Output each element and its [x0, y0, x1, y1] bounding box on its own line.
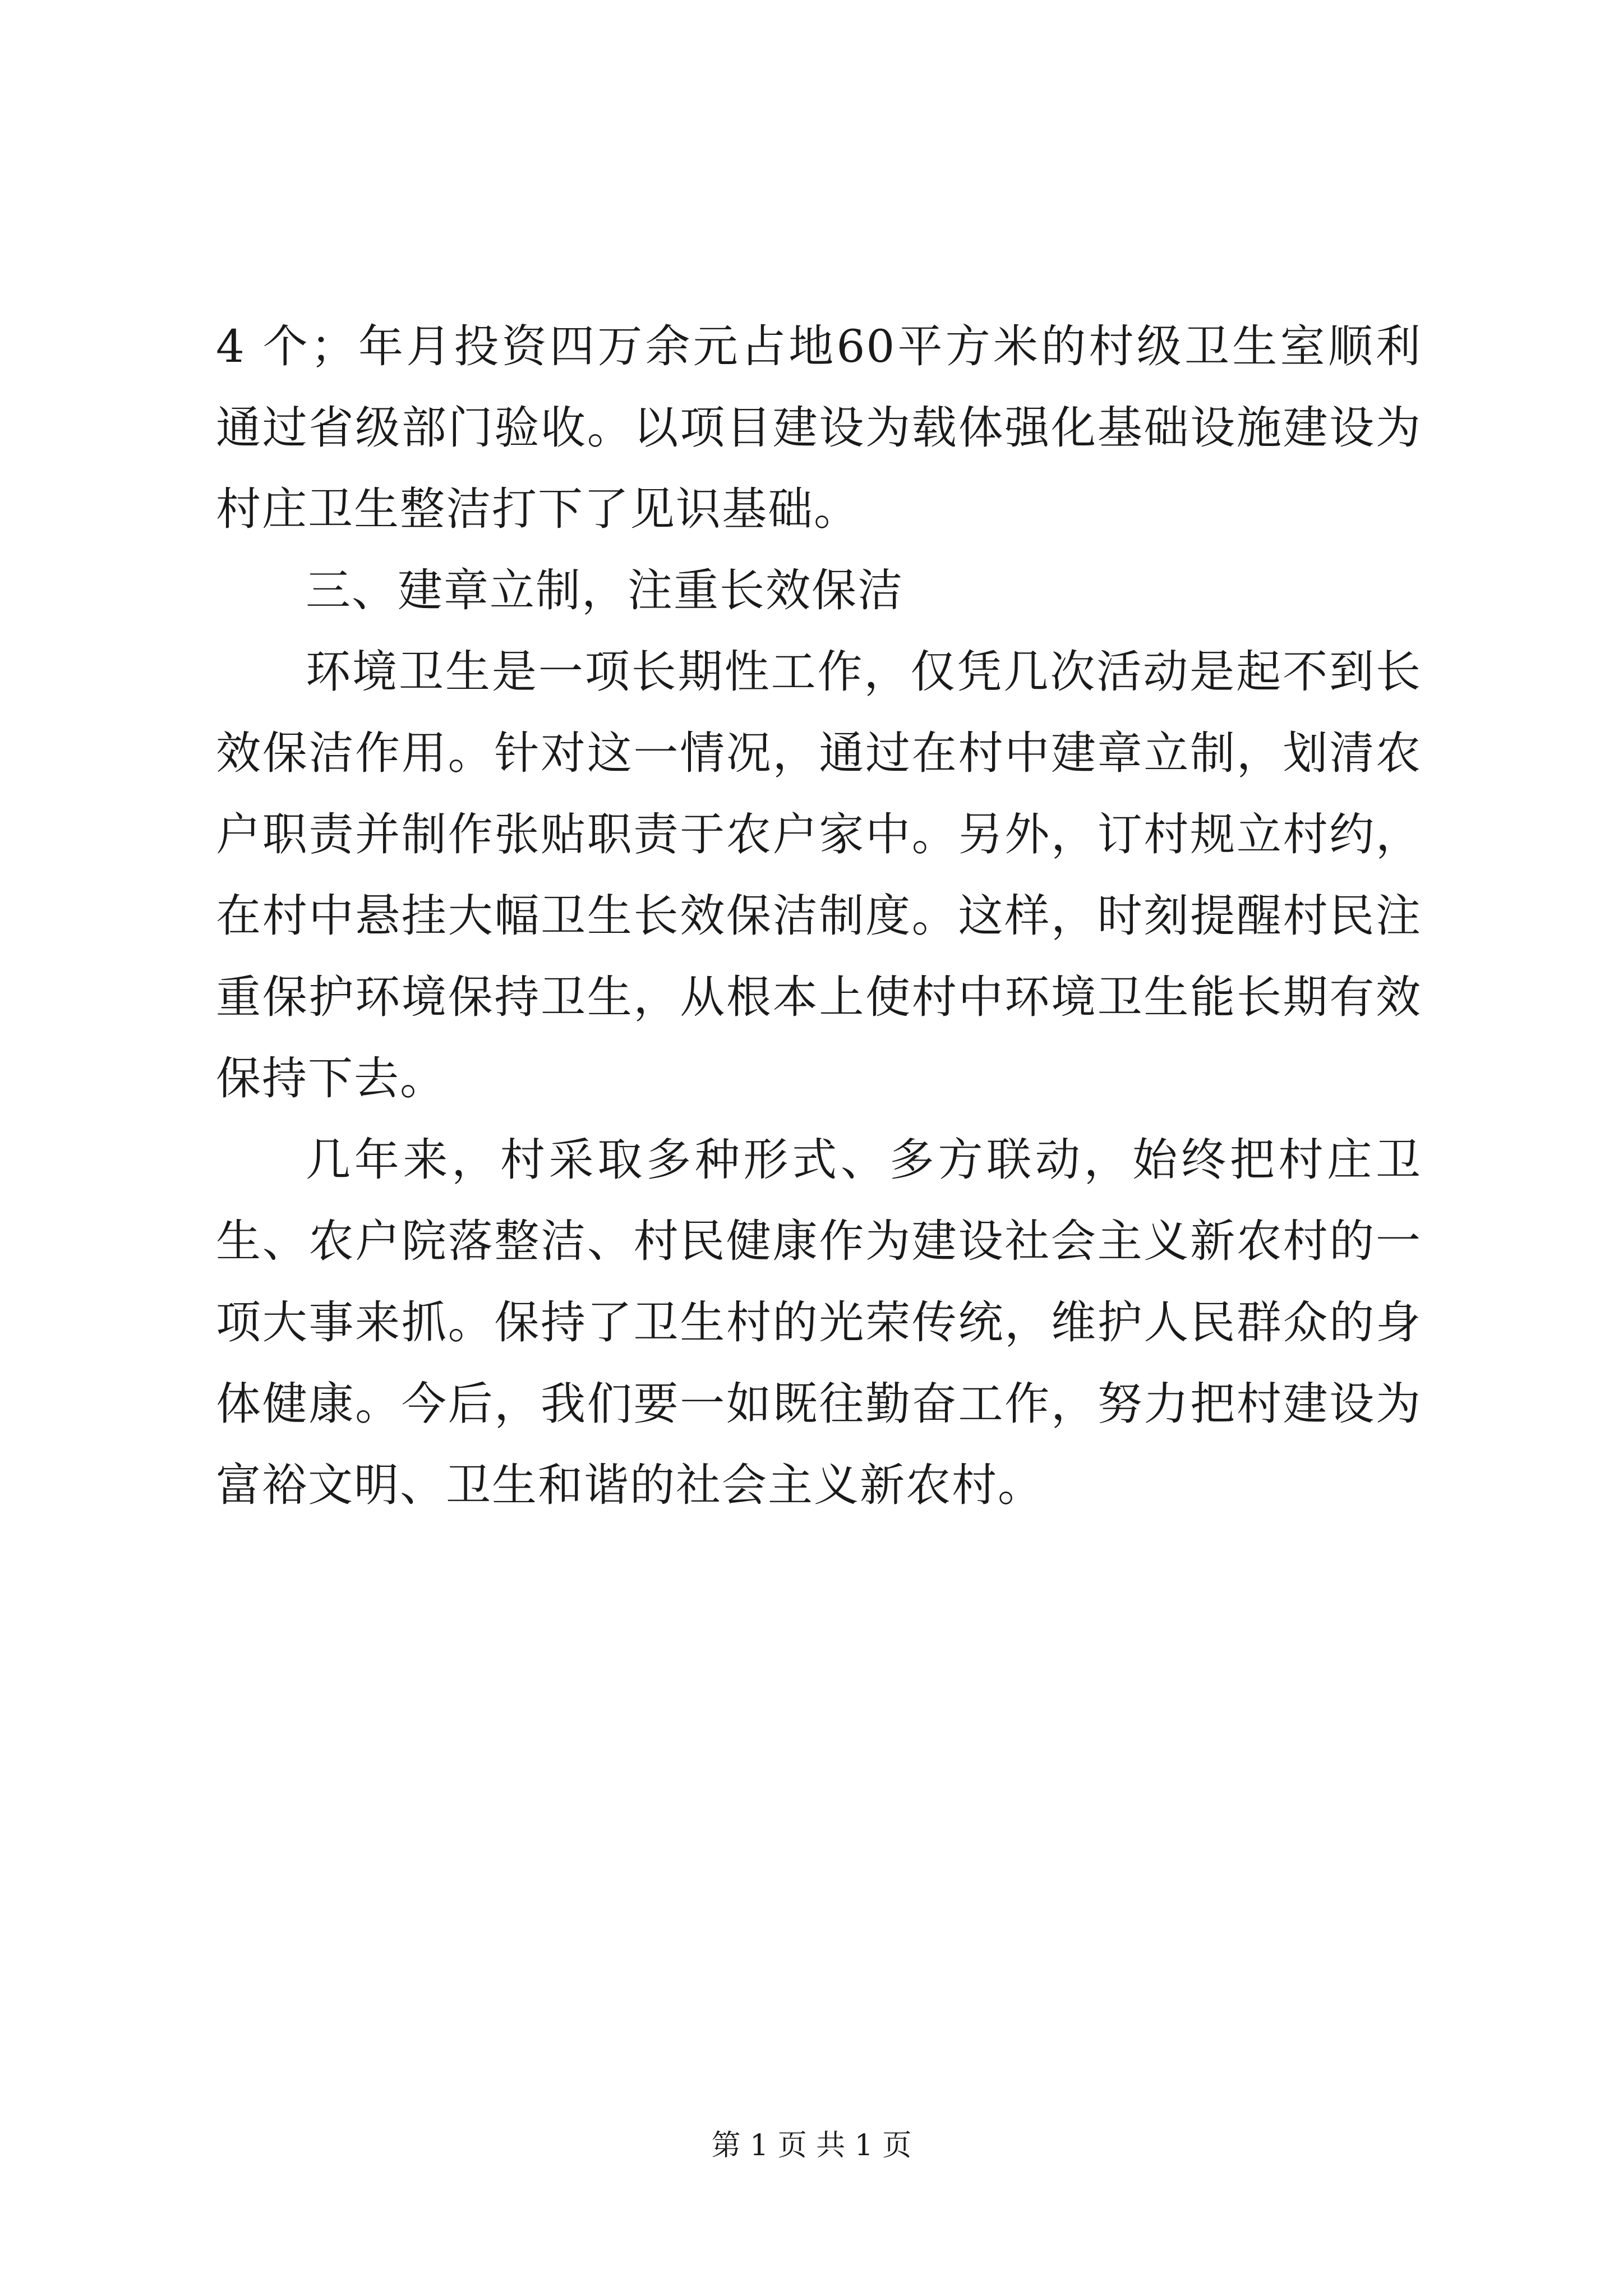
- page-footer: 第 1 页 共 1 页: [711, 2129, 912, 2162]
- paragraph-1: 4 个；年月投资四万余元占地60平方米的村级卫生室顺利通过省级部门验收。以项目建设为载体强化基础设施建设为村庄卫生整洁打下了见识基础。: [216, 320, 1422, 535]
- paragraph-2: 环境卫生是一项长期性工作，仅凭几次活动是起不到长效保洁作用。针对这一情况，通过在村中建章立制，划清农户职责并制作张贴职责于农户家中。另外，订村规立村约，在村中悬挂大幅卫生长效保洁制度。这样，时刻提醒村民注重保护环境保持卫生，从根本上使村中环境卫生能长期有效保持下去。: [216, 646, 1422, 1105]
- paragraph-3: 几年来，村采取多种形式、多方联动，始终把村庄卫生、农户院落整洁、村民健康作为建设社会主义新农村的一项大事来抓。保持了卫生村的光荣传统，维护人民群众的身体健康。今后，我们要一如既往勤奋工作，努力把村建设为富裕文明、卫生和谐的社会主义新农村。: [216, 1134, 1422, 1511]
- document-body: [216, 306, 1422, 1526]
- section-heading-3: 三、建章立制，注重长效保洁: [306, 564, 903, 616]
